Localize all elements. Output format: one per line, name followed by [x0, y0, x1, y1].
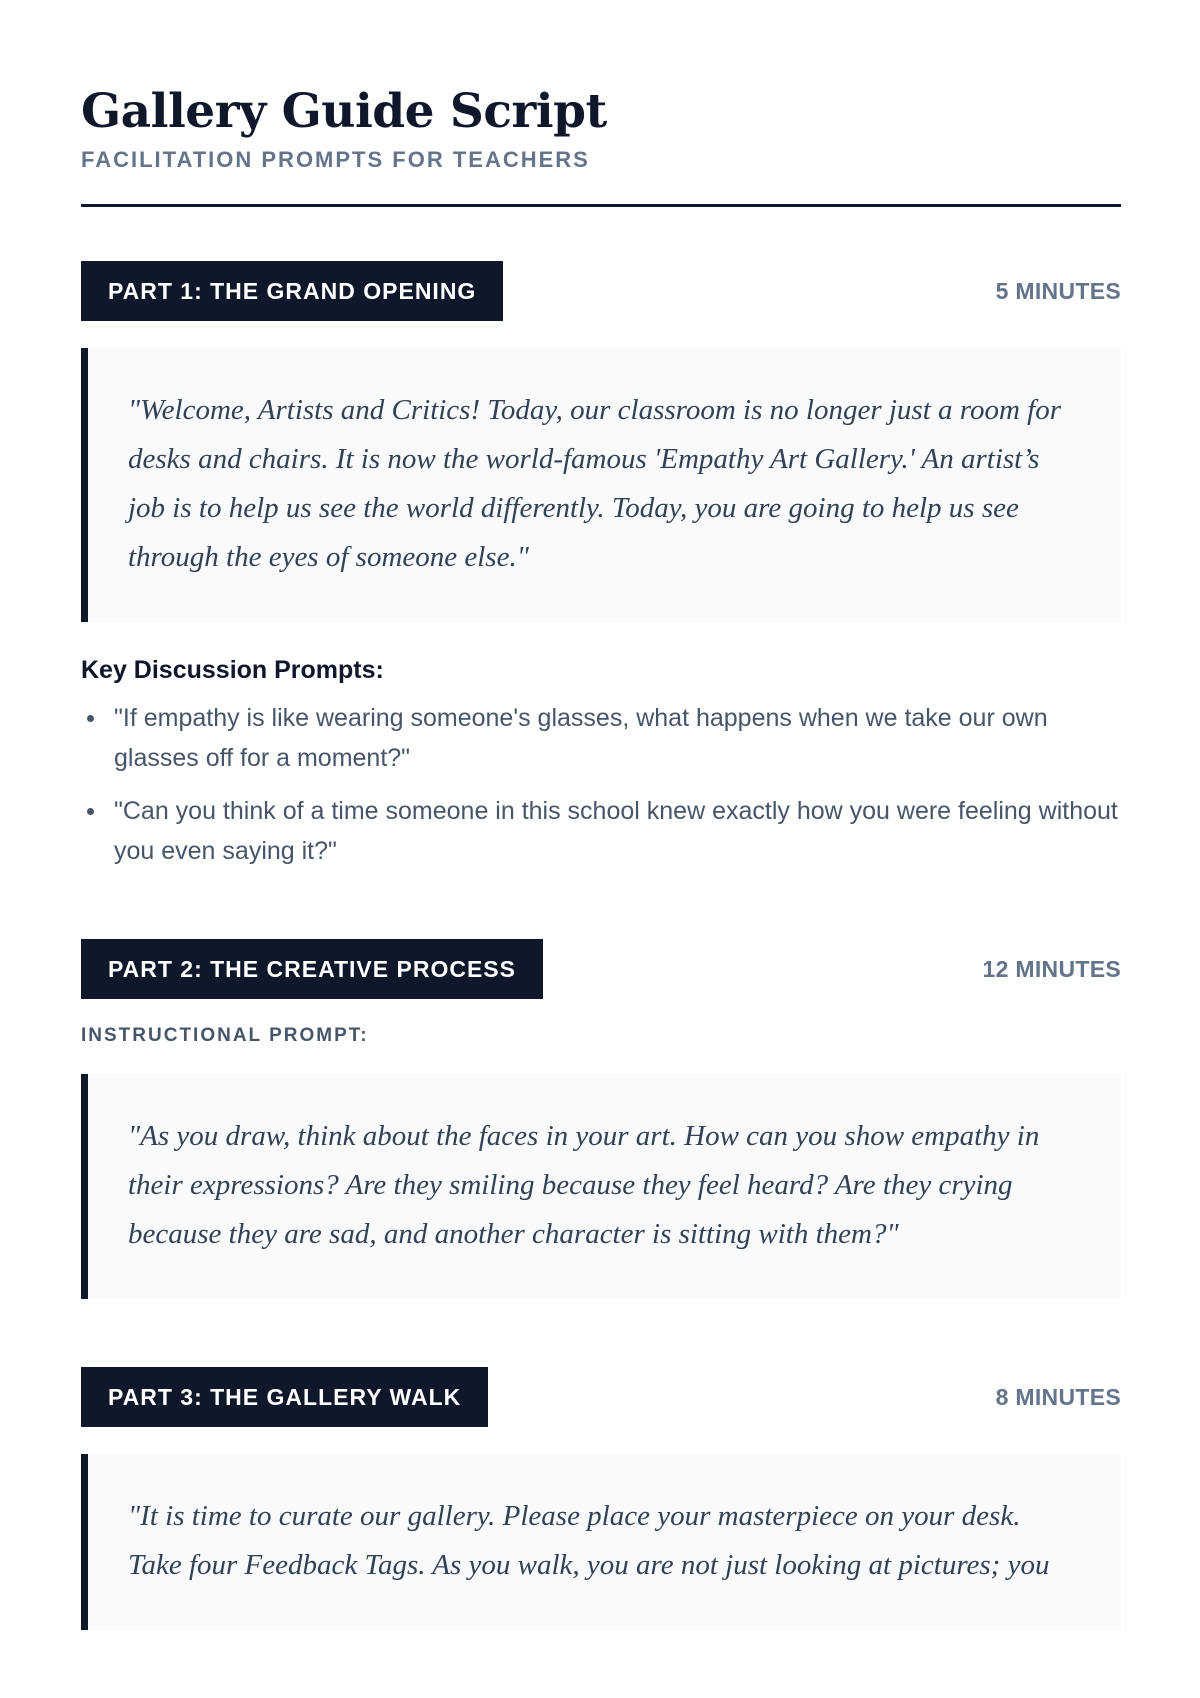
- page-title: Gallery Guide Script: [81, 84, 607, 139]
- part-label: PART 1: THE GRAND OPENING: [81, 261, 503, 321]
- section-header: [81, 261, 1121, 321]
- list-item: [81, 698, 1121, 778]
- part-label: PART 2: THE CREATIVE PROCESS: [81, 939, 543, 999]
- instructional-prompt-label: INSTRUCTIONAL PROMPT:: [81, 1025, 369, 1046]
- script-quote: [81, 1454, 1121, 1630]
- section-part-1: [81, 261, 1121, 871]
- document-header: [81, 0, 1121, 207]
- prompt-text: "Can you think of a time someone in this school knew exactly how you were feeling without you even saying it?": [114, 797, 1118, 865]
- quote-text: "As you draw, think about the faces in your art. How can you show empathy in their expressions? Are they smiling because they feel heard? Are they crying because they are sad, and another character is sitting with them?": [128, 1120, 1040, 1250]
- section-part-3: [81, 1367, 1121, 1630]
- bullet-icon: [87, 715, 94, 722]
- list-item: [81, 791, 1121, 871]
- script-quote: [81, 1074, 1121, 1299]
- script-quote: [81, 348, 1121, 622]
- quote-text: "It is time to curate our gallery. Please place your masterpiece on your desk. Take four Feedback Tags. As you walk, you are not just looking at pictures; you: [128, 1500, 1050, 1581]
- prompt-text: "If empathy is like wearing someone's glasses, what happens when we take our own glasses off for a moment?": [114, 704, 1048, 772]
- part-label: PART 3: THE GALLERY WALK: [81, 1367, 488, 1427]
- quote-text: "Welcome, Artists and Critics! Today, our classroom is no longer just a room for desks and chairs. It is now the world-famous 'Empathy Art Gallery.' An artist’s job is to help us see the world differently. Today, you are going to help us see through the eyes of someone else.": [128, 394, 1061, 573]
- discussion-prompt-list: [81, 698, 1121, 871]
- duration-label: 5 MINUTES: [995, 277, 1121, 304]
- page-subtitle: FACILITATION PROMPTS FOR TEACHERS: [81, 147, 590, 172]
- duration-label: 12 MINUTES: [982, 955, 1121, 982]
- section-part-2: [81, 939, 1121, 1299]
- section-header: [81, 939, 1121, 999]
- key-discussion-heading: Key Discussion Prompts:: [81, 656, 384, 684]
- document-page: [81, 0, 1121, 1698]
- duration-label: 8 MINUTES: [995, 1383, 1121, 1410]
- section-header: [81, 1367, 1121, 1427]
- bullet-icon: [87, 808, 94, 815]
